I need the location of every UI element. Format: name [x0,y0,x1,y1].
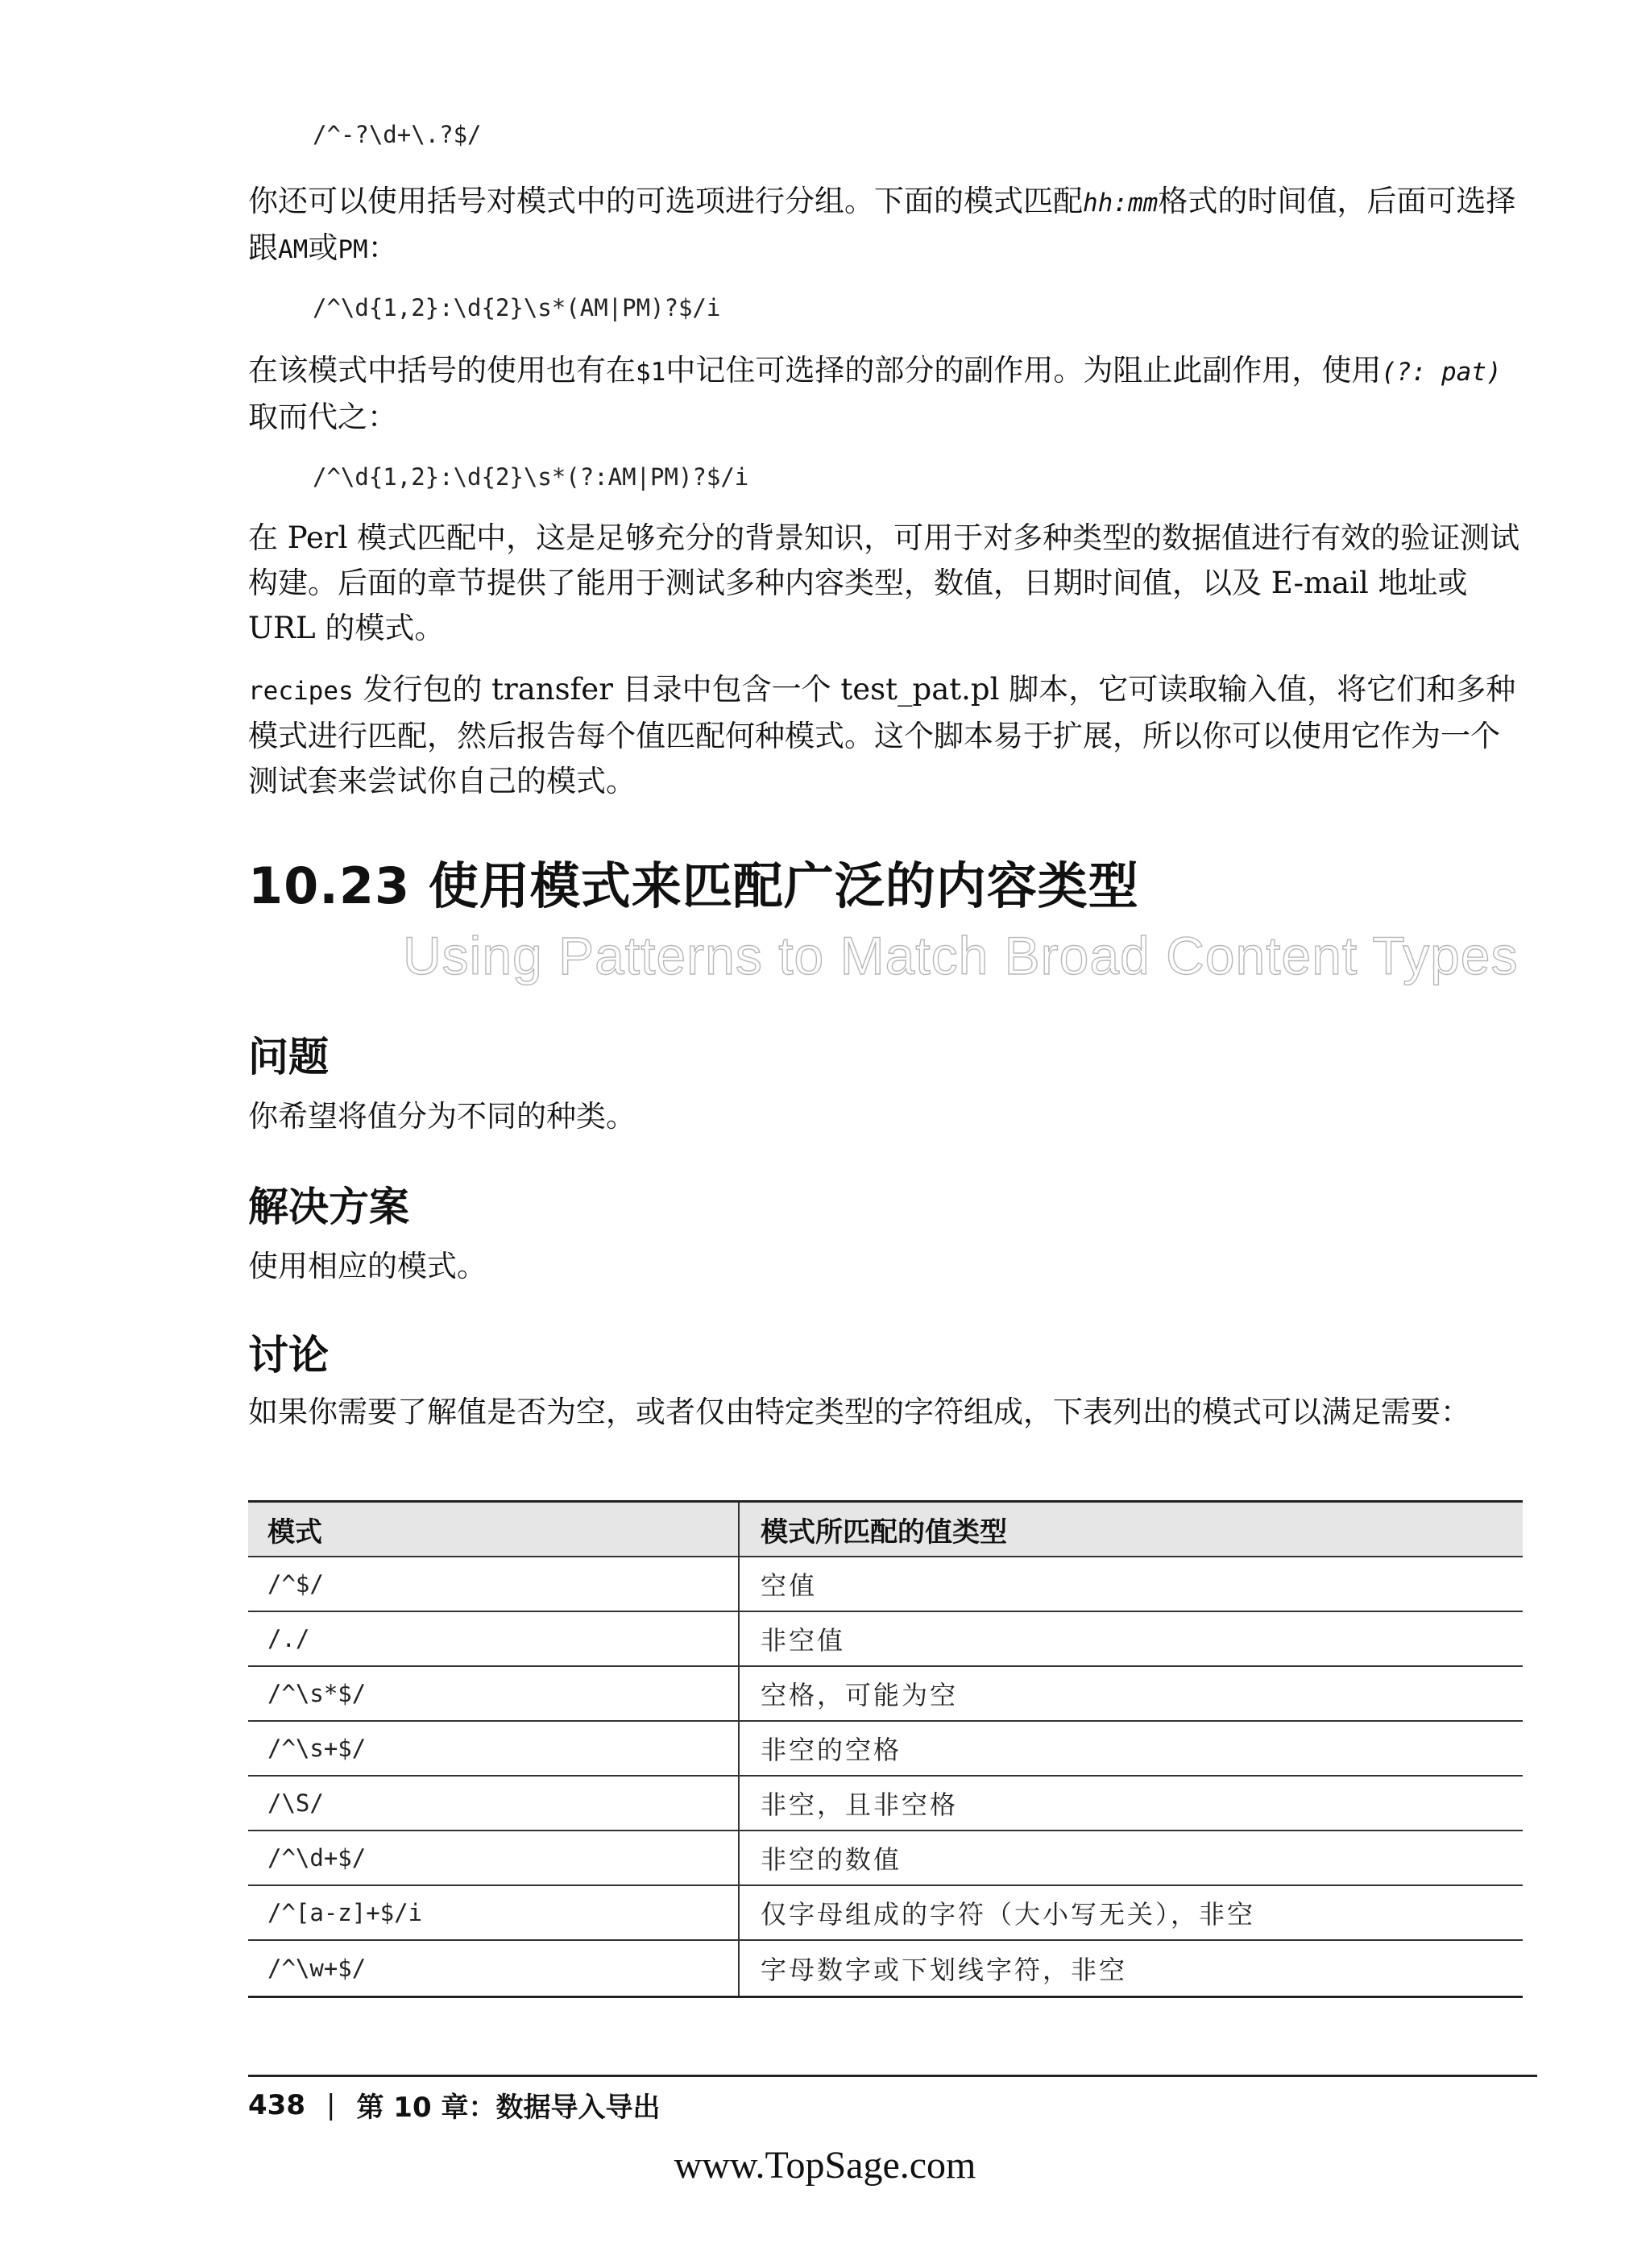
para2-text-c: 取而代之： [248,400,397,434]
para1-text-c: 或 [308,230,338,265]
code-line-2: /^\d{1,2}:\d{2}\s*(AM|PM)?$/i [313,294,721,321]
pattern-cell: /^\s+$/ [248,1722,740,1775]
para2-text-a: 在该模式中括号的使用也有在 [248,353,636,388]
pattern-cell: /\S/ [248,1777,740,1830]
pattern-cell: /^$/ [248,1557,740,1611]
website-watermark: www.TopSage.com [674,2144,976,2187]
para1-text-d: ： [367,230,398,265]
inline-code-hhmm: hh:mm [1083,189,1159,218]
page-number: 438 [248,2088,305,2121]
value-type-cell: 仅字母组成的字符（大小写无关），非空 [761,1899,1256,1930]
table-row [248,1722,1523,1777]
discussion-heading: 讨论 [248,1332,329,1379]
inline-code-recipes: recipes [248,677,354,706]
inline-code-am: AM [278,235,309,264]
footer-separator: | [325,2088,336,2121]
pattern-cell: /^[a-z]+$/i [248,1886,740,1939]
table-row [248,1777,1523,1831]
problem-text: 你希望将值分为不同的种类。 [248,1099,636,1134]
footer-divider [248,2075,1537,2077]
table-row [248,1831,1523,1886]
table-row [248,1667,1523,1722]
table-row [248,1941,1523,1996]
code-line-3: /^\d{1,2}:\d{2}\s*(?:AM|PM)?$/i [313,463,749,491]
paragraph-test-pat [248,667,1521,804]
pattern-cell: /^\s*$/ [248,1667,740,1720]
table-row [248,1612,1523,1667]
page-footer [248,2085,660,2125]
pattern-cell: /./ [248,1612,740,1665]
value-type-cell: 非空的空格 [761,1735,902,1765]
table-header-row [248,1503,1523,1557]
paragraph-grouping [248,179,1521,272]
value-type-cell: 空值 [761,1570,818,1601]
section-title: 10.23 使用模式来匹配广泛的内容类型 [248,856,1139,915]
solution-text: 使用相应的模式。 [248,1249,487,1283]
problem-heading: 问题 [248,1034,329,1080]
inline-code-dollar1: $1 [636,358,666,387]
paragraph-side-effect [248,348,1521,440]
inline-code-pat: (?: pat) [1381,358,1502,387]
table-header-pattern: 模式 [248,1503,740,1556]
table-row [248,1557,1523,1612]
section-subtitle: Using Patterns to Match Broad Content Types [403,926,1519,985]
pattern-cell: /^\w+$/ [248,1941,740,1996]
inline-code-pm: PM [338,235,368,264]
para2-text-b: 中记住可选择的部分的副作用。为阻止此副作用，使用 [665,353,1382,388]
para1-text-b: 格式的时间值，后面可选择跟 [248,184,1516,265]
value-type-cell: 空格，可能为空 [761,1680,959,1710]
solution-heading: 解决方案 [248,1184,409,1230]
chapter-title: 第 10 章：数据导入导出 [356,2092,661,2124]
code-line-1: /^-?\d+\.?$/ [313,121,482,148]
para1-text-a: 你还可以使用括号对模式中的可选项进行分组。下面的模式匹配 [248,184,1083,218]
table-header-value-type: 模式所匹配的值类型 [761,1515,1007,1549]
pattern-cell: /^\d+$/ [248,1831,740,1884]
value-type-cell: 非空值 [761,1625,846,1656]
para4-text: 发行包的 transfer 目录中包含一个 test_pat.pl 脚本，它可读取输入值，将它们和多种模式进行匹配，然后报告每个值匹配何种模式。这个脚本易于扩展，所以你可以使用它作为一个测试套来尝试你自己的模式。 [248,672,1516,798]
table-row [248,1886,1523,1941]
value-type-cell: 非空的数值 [761,1844,902,1875]
paragraph-perl-background: 在 Perl 模式匹配中，这是足够充分的背景知识，可用于对多种类型的数据值进行有效的验证测试构建。后面的章节提供了能用于测试多种内容类型，数值，日期时间值，以及 E-mail 地址或 URL 的模式。 [248,520,1520,645]
discussion-text: 如果你需要了解值是否为空，或者仅由特定类型的字符组成，下表列出的模式可以满足需要： [248,1395,1470,1429]
value-type-cell: 非空，且非空格 [761,1789,959,1820]
pattern-table [248,1500,1523,1998]
value-type-cell: 字母数字或下划线字符，非空 [761,1955,1128,1985]
